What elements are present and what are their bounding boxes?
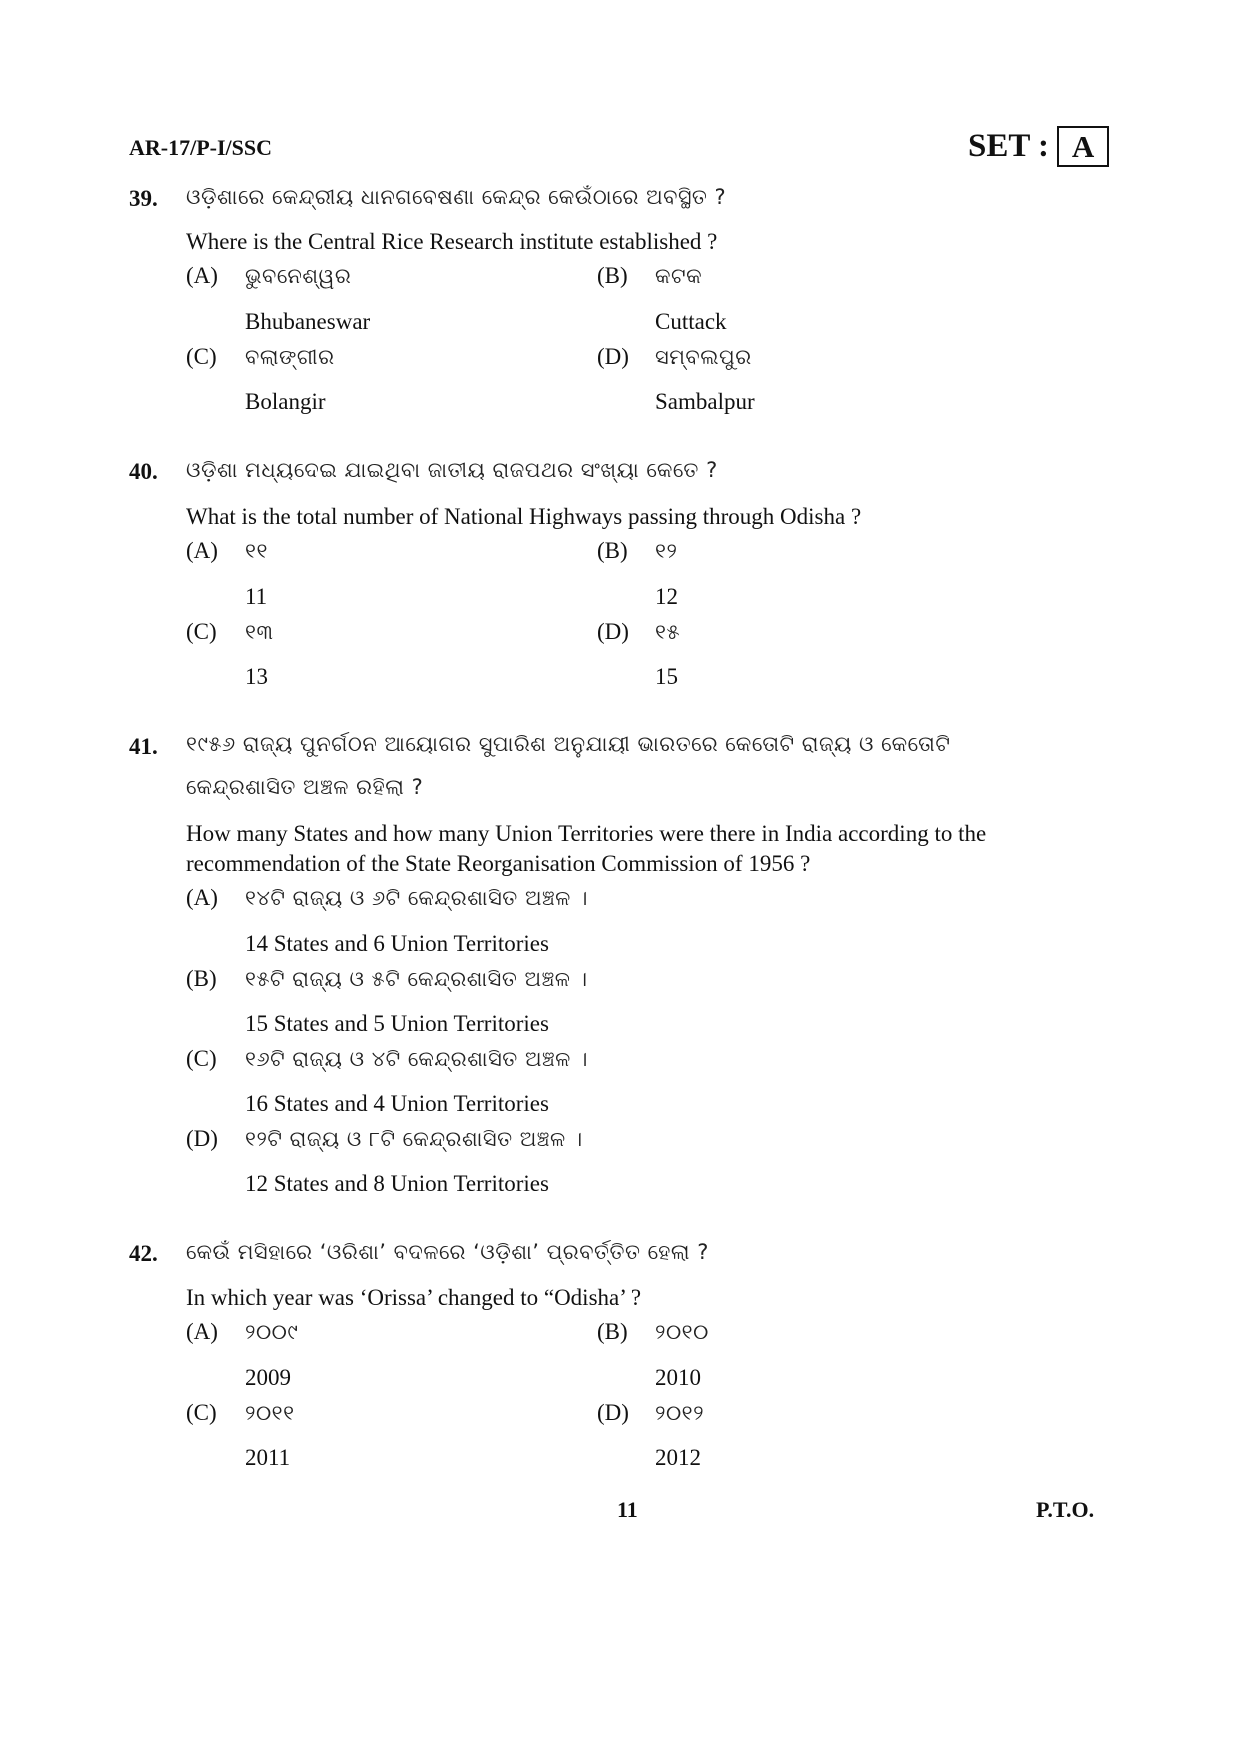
set-value-box: A	[1057, 126, 1109, 167]
question-text-english: What is the total number of National Highways passing through Odisha ?	[186, 504, 862, 529]
option-a-odia: ୧୧	[245, 539, 268, 563]
option-letter-a: (A)	[186, 263, 218, 288]
option-c-odia: ୧୬ଟି ରାଜ୍ୟ ଓ ୪ଟି କେନ୍ଦ୍ରଶାସିତ ଅଞ୍ଚଳ ।	[245, 1047, 588, 1071]
option-d-odia: ସମ୍ବଲପୁର	[655, 345, 752, 369]
option-b-english: 15 States and 5 Union Territories	[245, 1011, 549, 1036]
question-number: 39.	[129, 186, 158, 211]
option-c-english: 2011	[245, 1445, 291, 1470]
option-b-english: 2010	[655, 1365, 701, 1390]
option-b-odia: ୧୨	[655, 539, 678, 563]
option-d-english: 15	[655, 664, 678, 689]
option-letter-d: (D)	[186, 1126, 218, 1151]
option-c-english: 16 States and 4 Union Territories	[245, 1091, 549, 1116]
option-a-english: 2009	[245, 1365, 291, 1390]
option-letter-b: (B)	[597, 538, 628, 563]
option-c-english: 13	[245, 664, 268, 689]
option-letter-a: (A)	[186, 1319, 218, 1344]
option-a-english: Bhubaneswar	[245, 309, 371, 334]
paper-code: AR-17/P-I/SSC	[129, 135, 273, 160]
set-indicator	[968, 126, 1109, 167]
option-b-english: Cuttack	[655, 309, 727, 334]
option-letter-c: (C)	[186, 1046, 217, 1071]
option-a-odia: ୨୦୦୯	[245, 1320, 299, 1344]
option-d-odia: ୨୦୧୨	[655, 1401, 705, 1425]
question-text-english-line1: How many States and how many Union Territories were there in India according to the	[186, 821, 987, 846]
option-letter-c: (C)	[186, 1400, 217, 1425]
option-letter-c: (C)	[186, 619, 217, 644]
option-letter-d: (D)	[597, 344, 629, 369]
option-a-odia: ଭୁବନେଶ୍ୱର	[245, 264, 352, 288]
option-letter-a: (A)	[186, 538, 218, 563]
question-text-odia-line2: କେନ୍ଦ୍ରଶାସିତ ଅଞ୍ଚଳ ରହିଲା ?	[186, 775, 424, 799]
option-d-english: Sambalpur	[655, 389, 755, 414]
option-letter-b: (B)	[186, 966, 217, 991]
option-b-odia: ୨୦୧୦	[655, 1320, 709, 1344]
option-letter-a: (A)	[186, 885, 218, 910]
question-text-odia: କେଉଁ ମସିହାରେ ‘ଓରିଶା’ ବଦଳରେ ‘ଓଡ଼ିଶା’ ପ୍ରବର୍ତ୍ତିତ ହେଲା ?	[186, 1240, 709, 1264]
option-d-english: 2012	[655, 1445, 701, 1470]
option-d-odia: ୧୫	[655, 620, 681, 644]
question-text-odia: ଓଡ଼ିଶାରେ କେନ୍ଦ୍ରୀୟ ଧାନଗବେଷଣା କେନ୍ଦ୍ର କେଉଁଠାରେ ଅବସ୍ଥିତ ?	[186, 185, 727, 209]
question-text-english: Where is the Central Rice Research institute established ?	[186, 229, 718, 254]
option-d-english: 12 States and 8 Union Territories	[245, 1171, 549, 1196]
option-c-english: Bolangir	[245, 389, 326, 414]
question-number: 41.	[129, 734, 158, 759]
option-letter-d: (D)	[597, 1400, 629, 1425]
option-d-odia: ୧୨ଟି ରାଜ୍ୟ ଓ ୮ଟି କେନ୍ଦ୍ରଶାସିତ ଅଞ୍ଚଳ ।	[245, 1127, 583, 1151]
option-a-odia: ୧୪ଟି ରାଜ୍ୟ ଓ ୬ଟି କେନ୍ଦ୍ରଶାସିତ ଅଞ୍ଚଳ ।	[245, 886, 588, 910]
set-label: SET :	[968, 128, 1050, 164]
question-number: 42.	[129, 1241, 158, 1266]
question-text-odia-line1: ୧୯୫୬ ରାଜ୍ୟ ପୁନର୍ଗଠନ ଆୟୋଗର ସୁପାରିଶ ଅନୁଯାୟୀ ଭାରତରେ କେତୋଟି ରାଜ୍ୟ ଓ କେତୋଟି	[186, 732, 951, 756]
option-letter-c: (C)	[186, 344, 217, 369]
question-text-odia: ଓଡ଼ିଶା ମଧ୍ୟଦେଇ ଯାଇଥିବା ଜାତୀୟ ରାଜପଥର ସଂଖ୍ୟା କେତେ ?	[186, 458, 718, 482]
page-number: 11	[617, 1497, 638, 1522]
option-c-odia: ୨୦୧୧	[245, 1401, 295, 1425]
option-a-english: 14 States and 6 Union Territories	[245, 931, 549, 956]
option-b-english: 12	[655, 584, 678, 609]
question-number: 40.	[129, 459, 158, 484]
option-letter-d: (D)	[597, 619, 629, 644]
option-b-odia: କଟକ	[655, 264, 703, 288]
option-b-odia: ୧୫ଟି ରାଜ୍ୟ ଓ ୫ଟି କେନ୍ଦ୍ରଶାସିତ ଅଞ୍ଚଳ ।	[245, 967, 588, 991]
option-letter-b: (B)	[597, 1319, 628, 1344]
question-text-english: In which year was ‘Orissa’ changed to “Odisha’ ?	[186, 1285, 642, 1310]
option-letter-b: (B)	[597, 263, 628, 288]
option-c-odia: ୧୩	[245, 620, 274, 644]
option-a-english: 11	[245, 584, 268, 609]
question-text-english-line2: recommendation of the State Reorganisation Commission of 1956 ?	[186, 851, 811, 876]
option-c-odia: ବଲାଙ୍ଗୀର	[245, 345, 335, 369]
please-turn-over: P.T.O.	[1036, 1497, 1095, 1522]
